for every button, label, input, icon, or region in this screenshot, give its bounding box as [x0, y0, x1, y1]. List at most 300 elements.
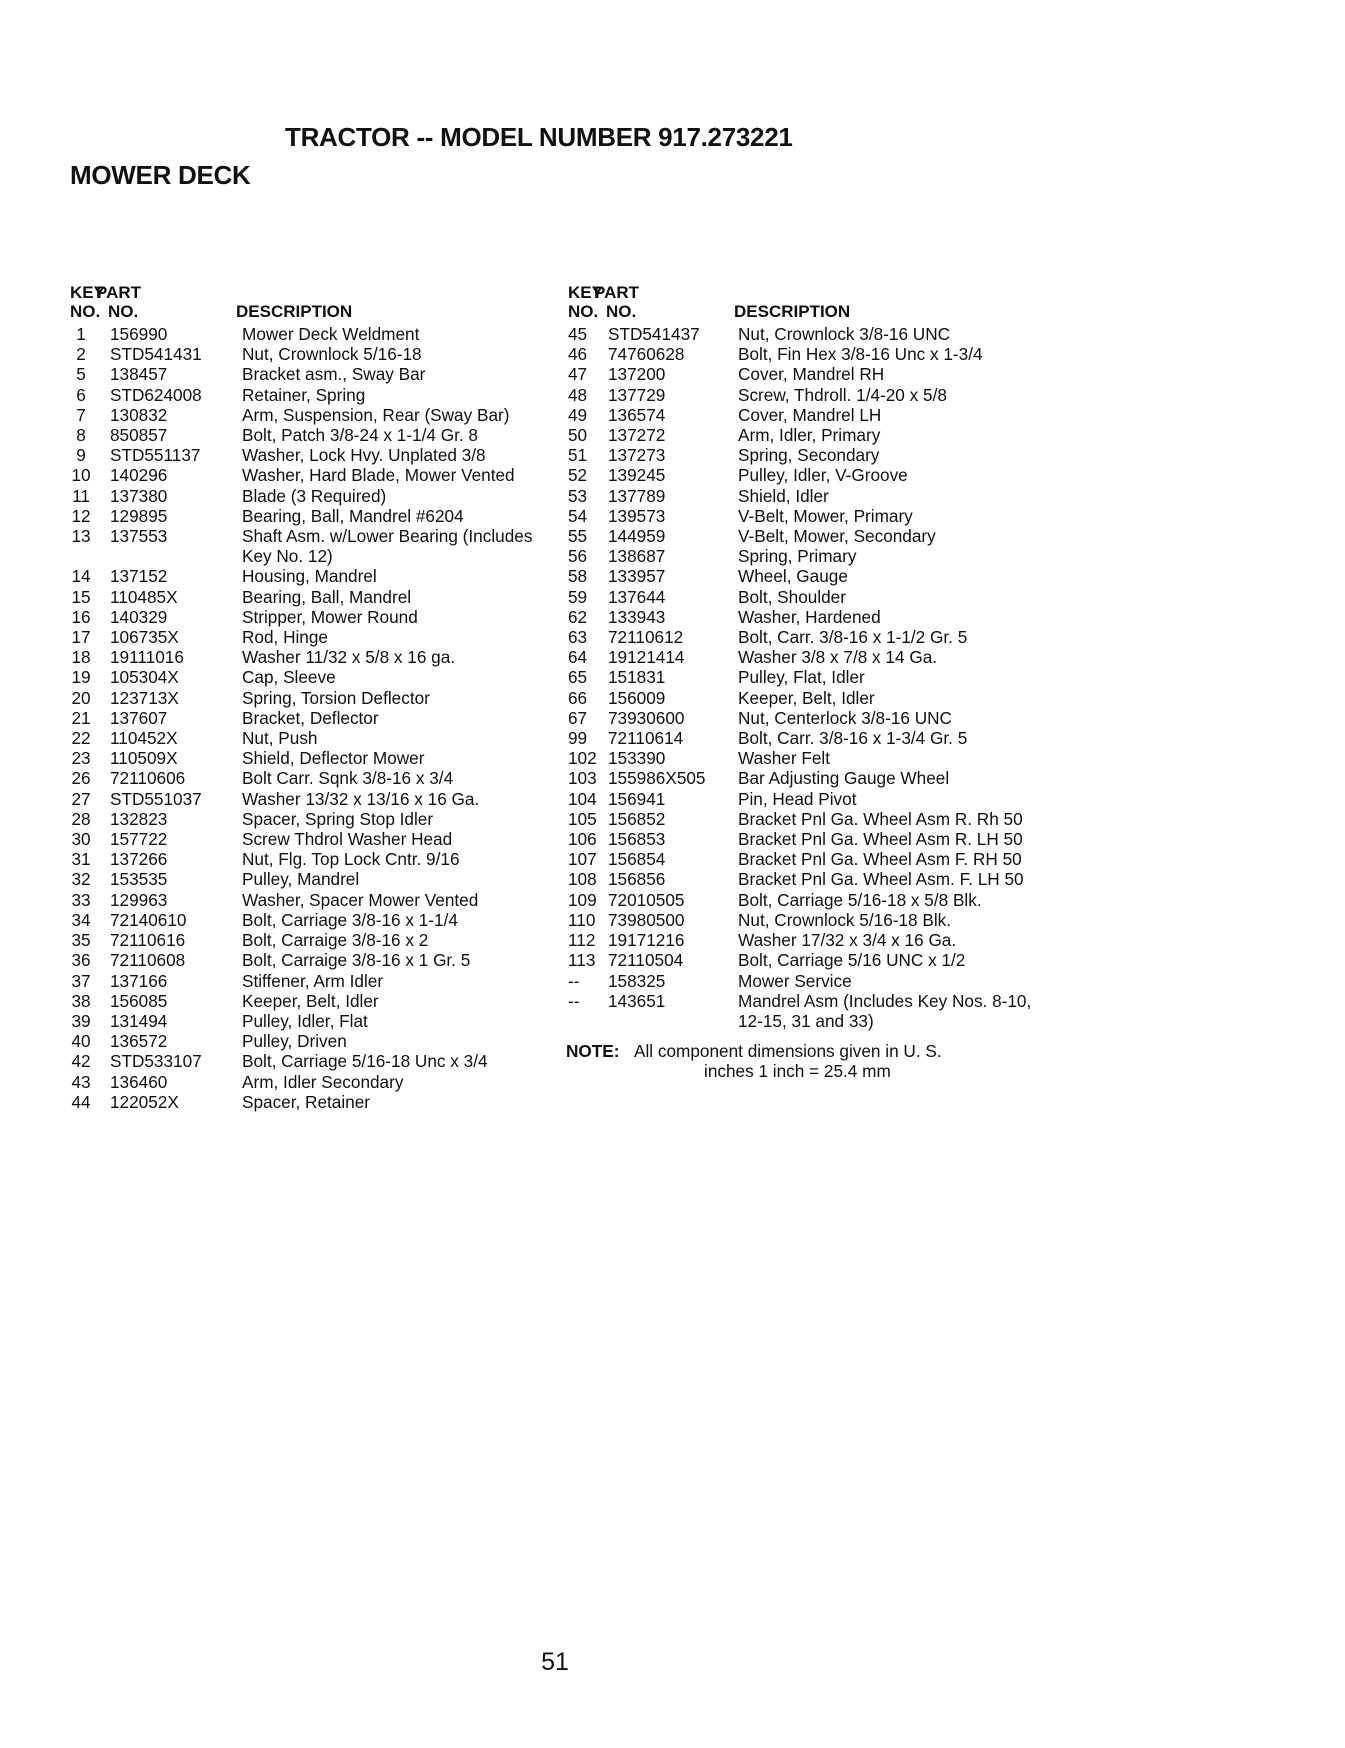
key-number: 102 [568, 748, 597, 769]
part-description: Pulley, Driven [242, 1031, 347, 1052]
part-description: Bracket, Deflector [242, 707, 379, 728]
part-description: Bearing, Ball, Mandrel #6204 [242, 505, 464, 526]
part-number: 136572 [110, 1031, 168, 1052]
key-number: 50 [568, 425, 588, 446]
part-number: STD541437 [608, 324, 700, 344]
part-number: 122052X [110, 1091, 179, 1112]
key-number: 105 [568, 808, 597, 829]
table-row [68, 324, 538, 344]
part-number: 144959 [608, 526, 666, 547]
part-number: 157722 [110, 829, 168, 850]
table-row [566, 708, 1036, 728]
key-number: 30 [71, 829, 91, 850]
part-number: 139245 [608, 465, 666, 486]
part-description: V-Belt, Mower, Primary [738, 505, 913, 526]
part-number: 140296 [110, 465, 168, 486]
key-number: -- [568, 990, 580, 1011]
note [566, 1041, 1036, 1081]
part-number: 156852 [608, 808, 666, 829]
part-number: 132823 [110, 808, 168, 829]
table-row [68, 728, 538, 748]
part-description: Bearing, Ball, Mandrel [242, 586, 412, 607]
part-description: Washer, Spacer Mower Vented [242, 889, 479, 910]
part-number: 133957 [608, 566, 666, 587]
part-number: 72110606 [110, 768, 186, 789]
key-number: 40 [71, 1031, 91, 1052]
part-description: Spacer, Retainer [242, 1091, 371, 1112]
part-number: 110485X [110, 586, 178, 607]
key-number: 10 [71, 465, 91, 486]
part-number: STD624008 [110, 384, 202, 405]
part-number: 137729 [608, 384, 666, 405]
table-row [566, 486, 1036, 506]
part-number: 73930600 [608, 707, 685, 728]
part-number: 19121414 [608, 647, 685, 668]
part-description: Bolt, Carriage 5/16-18 x 5/8 Blk. [738, 889, 982, 910]
key-number: 20 [71, 687, 91, 708]
part-description: Washer Felt [738, 748, 831, 769]
part-number: 156009 [608, 687, 666, 708]
part-number: STD541431 [110, 344, 202, 365]
part-description: Bracket Pnl Ga. Wheel Asm F. RH 50 [738, 849, 1022, 870]
header-key: KEY [568, 283, 603, 302]
key-number: 14 [71, 566, 91, 587]
part-description: Shield, Deflector Mower [242, 748, 425, 769]
part-number: 156941 [608, 788, 666, 809]
part-number: 72110612 [608, 627, 684, 648]
part-number: 138457 [110, 364, 168, 385]
key-number: 17 [71, 627, 91, 648]
table-row [566, 324, 1036, 344]
key-number: 8 [76, 425, 86, 446]
part-number: STD533107 [110, 1051, 202, 1072]
parts-rows-right [566, 324, 1036, 1031]
key-number: 27 [71, 788, 91, 809]
key-number: 112 [568, 930, 596, 951]
key-number: 113 [568, 950, 596, 971]
part-description: Bracket Pnl Ga. Wheel Asm R. LH 50 [738, 829, 1023, 850]
table-row [68, 768, 538, 788]
section-heading: MOWER DECK [70, 160, 251, 190]
key-number: 9 [76, 445, 86, 466]
part-description: Blade (3 Required) [242, 485, 387, 506]
table-row [566, 344, 1036, 364]
table-row [68, 950, 538, 970]
part-number: 151831 [608, 667, 666, 688]
key-number: 58 [568, 566, 588, 587]
key-number: -- [568, 970, 580, 991]
table-row [68, 385, 538, 405]
table-row [68, 829, 538, 849]
part-number: 131494 [110, 1010, 168, 1031]
part-description: Nut, Push [242, 728, 318, 749]
part-number: 156854 [608, 849, 666, 870]
table-row [68, 1072, 538, 1092]
part-number: 153390 [608, 748, 666, 769]
part-number: 143651 [608, 990, 666, 1011]
header-key-no: NO. [70, 302, 101, 321]
table-row [566, 526, 1036, 546]
table-row [566, 849, 1036, 869]
part-number: 72110616 [110, 930, 186, 951]
key-number: 22 [71, 728, 91, 749]
key-number: 56 [568, 546, 588, 567]
header-description: DESCRIPTION [734, 302, 851, 321]
table-row [68, 1031, 538, 1051]
table-row [68, 607, 538, 627]
part-number: 137789 [608, 485, 666, 506]
part-description: Housing, Mandrel [242, 566, 377, 587]
key-number: 11 [72, 485, 90, 506]
part-description: Washer, Hard Blade, Mower Vented [242, 465, 515, 486]
header-part: PART [594, 283, 640, 302]
part-description: Arm, Idler, Primary [738, 425, 881, 446]
part-number: 72110614 [608, 728, 684, 749]
part-number: 74760628 [608, 344, 685, 365]
part-number: 19111016 [110, 647, 184, 668]
key-number: 7 [76, 404, 86, 425]
table-row [68, 647, 538, 667]
table-row [68, 890, 538, 910]
page-number: 51 [541, 1648, 569, 1676]
part-description: Bar Adjusting Gauge Wheel [738, 768, 950, 789]
parts-rows-left [68, 324, 538, 1112]
key-number: 66 [568, 687, 588, 708]
table-row [566, 405, 1036, 425]
part-description: Cover, Mandrel RH [738, 364, 885, 385]
table-row [566, 890, 1036, 910]
table-row [68, 708, 538, 728]
key-number: 42 [71, 1051, 91, 1072]
key-number: 1 [76, 324, 86, 344]
part-description: Stiffener, Arm Idler [242, 970, 384, 991]
table-row [68, 364, 538, 384]
table-row [566, 991, 1036, 1031]
table-row [566, 950, 1036, 970]
table-row [68, 667, 538, 687]
table-row [68, 869, 538, 889]
part-number: 137273 [608, 445, 666, 466]
part-number: 139573 [608, 505, 666, 526]
part-description: Stripper, Mower Round [242, 606, 418, 627]
part-description: Bolt, Carriage 3/8-16 x 1-1/4 [242, 909, 458, 930]
key-number: 63 [568, 627, 588, 648]
table-row [68, 344, 538, 364]
key-number: 67 [568, 707, 588, 728]
part-description: Screw Thdrol Washer Head [242, 829, 453, 850]
part-number: 133943 [608, 606, 666, 627]
part-description: Spacer, Spring Stop Idler [242, 808, 434, 829]
key-number: 54 [568, 505, 588, 526]
part-number: 130832 [110, 404, 168, 425]
part-number: 110509X [110, 748, 178, 769]
table-row [68, 587, 538, 607]
part-number: 153535 [110, 869, 168, 890]
part-description: Rod, Hinge [242, 627, 328, 648]
key-number: 53 [568, 485, 588, 506]
part-description: Bracket Pnl Ga. Wheel Asm R. Rh 50 [738, 808, 1023, 829]
table-row [566, 930, 1036, 950]
key-number: 19 [71, 667, 91, 688]
table-row [566, 465, 1036, 485]
table-row [68, 1051, 538, 1071]
header-part-no: NO. [606, 302, 637, 321]
part-description: Arm, Suspension, Rear (Sway Bar) [242, 404, 510, 425]
part-number: 140329 [110, 606, 168, 627]
key-number: 31 [71, 849, 91, 870]
table-row [566, 506, 1036, 526]
part-description: Bolt, Shoulder [738, 586, 846, 607]
part-description: Pulley, Mandrel [242, 869, 360, 890]
table-row [68, 405, 538, 425]
part-description: Pulley, Idler, Flat [242, 1010, 368, 1031]
table-row [566, 385, 1036, 405]
note-text [634, 1041, 1014, 1081]
note-line-2: inches 1 inch = 25.4 mm [704, 1061, 891, 1082]
part-description: Screw, Thdroll. 1/4-20 x 5/8 [738, 384, 947, 405]
key-number: 59 [568, 586, 588, 607]
key-number: 107 [568, 849, 597, 870]
key-number: 35 [71, 930, 91, 951]
part-description: Keeper, Belt, Idler [738, 687, 875, 708]
table-row [566, 728, 1036, 748]
table-row [566, 425, 1036, 445]
part-number: 137380 [110, 485, 168, 506]
key-number: 104 [568, 788, 597, 809]
part-number: 137166 [110, 970, 168, 991]
parts-list-right [566, 278, 1036, 1082]
part-number: 137152 [110, 566, 168, 587]
key-number: 43 [71, 1071, 91, 1092]
part-description: Mower Service [738, 970, 852, 991]
table-row [68, 465, 538, 485]
key-number: 34 [71, 909, 91, 930]
key-number: 39 [71, 1010, 91, 1031]
part-number: 156856 [608, 869, 666, 890]
table-row [566, 789, 1036, 809]
part-number: 105304X [110, 667, 179, 688]
table-row [68, 425, 538, 445]
part-number: 137200 [608, 364, 666, 385]
table-row [566, 445, 1036, 465]
key-number: 55 [568, 526, 588, 547]
key-number: 108 [568, 869, 597, 890]
part-number: 129895 [110, 505, 168, 526]
part-number: 110452X [110, 728, 178, 749]
part-number: 72010505 [608, 889, 685, 910]
table-row [68, 526, 538, 566]
header-part: PART [96, 283, 142, 302]
table-row [68, 445, 538, 465]
table-row [566, 971, 1036, 991]
key-number: 36 [71, 950, 91, 971]
table-row [566, 566, 1036, 586]
part-description: Pulley, Idler, V-Groove [738, 465, 908, 486]
table-row [68, 627, 538, 647]
table-row [566, 829, 1036, 849]
part-number: 156853 [608, 829, 666, 850]
note-line-1: All component dimensions given in U. S. [634, 1041, 942, 1062]
table-row [566, 627, 1036, 647]
part-description: Bolt, Carriage 5/16 UNC x 1/2 [738, 950, 966, 971]
key-number: 109 [568, 889, 597, 910]
key-number: 52 [568, 465, 588, 486]
part-description: Shaft Asm. w/Lower Bearing (Includes Key No. 12) [242, 526, 533, 567]
part-description: Bolt, Fin Hex 3/8-16 Unc x 1-3/4 [738, 344, 983, 365]
key-number: 51 [568, 445, 588, 466]
part-description: Cover, Mandrel LH [738, 404, 882, 425]
part-number: STD551137 [110, 445, 201, 466]
part-description: Pulley, Flat, Idler [738, 667, 865, 688]
part-number: STD551037 [110, 788, 202, 809]
key-number: 46 [568, 344, 588, 365]
part-number: 137607 [110, 707, 168, 728]
key-number: 48 [568, 384, 588, 405]
table-row [68, 991, 538, 1011]
part-description: Washer, Lock Hvy. Unplated 3/8 [242, 445, 486, 466]
part-number: 106735X [110, 627, 179, 648]
key-number: 33 [71, 889, 91, 910]
table-row [68, 486, 538, 506]
table-row [68, 930, 538, 950]
key-number: 110 [568, 909, 596, 930]
table-row [566, 647, 1036, 667]
key-number: 12 [71, 505, 91, 526]
part-description: Washer 11/32 x 5/8 x 16 ga. [242, 647, 456, 668]
part-number: 155986X505 [608, 768, 706, 789]
key-number: 37 [71, 970, 91, 991]
key-number: 44 [71, 1091, 91, 1112]
part-description: Mower Deck Weldment [242, 324, 420, 344]
key-number: 15 [71, 586, 91, 607]
part-number: 850857 [110, 425, 168, 446]
part-number: 136460 [110, 1071, 168, 1092]
part-description: Bolt, Carraige 3/8-16 x 2 [242, 930, 429, 951]
header-description: DESCRIPTION [236, 302, 353, 321]
column-header [566, 278, 1036, 324]
part-number: 129963 [110, 889, 168, 910]
part-description: Spring, Torsion Deflector [242, 687, 430, 708]
part-number: 158325 [608, 970, 666, 991]
key-number: 45 [568, 324, 588, 344]
table-row [68, 506, 538, 526]
part-description: Pin, Head Pivot [738, 788, 857, 809]
part-description: Bolt, Carr. 3/8-16 x 1-1/2 Gr. 5 [738, 627, 968, 648]
key-number: 18 [71, 647, 91, 668]
part-description: Washer, Hardened [738, 606, 881, 627]
part-number: 19171216 [608, 930, 685, 951]
table-row [566, 546, 1036, 566]
table-row [68, 1011, 538, 1031]
part-number: 72140610 [110, 909, 187, 930]
part-description: Arm, Idler Secondary [242, 1071, 404, 1092]
key-number: 47 [568, 364, 588, 385]
table-row [566, 809, 1036, 829]
note-label: NOTE: [566, 1041, 620, 1062]
key-number: 106 [568, 829, 597, 850]
key-number: 5 [76, 364, 86, 385]
part-description: Bolt, Carr. 3/8-16 x 1-3/4 Gr. 5 [738, 728, 968, 749]
key-number: 26 [71, 768, 91, 789]
table-row [68, 566, 538, 586]
part-description: Bracket Pnl Ga. Wheel Asm. F. LH 50 [738, 869, 1024, 890]
header-key: KEY [70, 283, 105, 302]
part-description: V-Belt, Mower, Secondary [738, 526, 936, 547]
column-header [68, 278, 538, 324]
table-row [68, 688, 538, 708]
table-row [68, 809, 538, 829]
part-number: 138687 [608, 546, 666, 567]
part-description: Wheel, Gauge [738, 566, 848, 587]
part-number: 137272 [608, 425, 666, 446]
part-description: Shield, Idler [738, 485, 829, 506]
part-number: 137644 [608, 586, 666, 607]
table-row [566, 768, 1036, 788]
part-description: Washer 3/8 x 7/8 x 14 Ga. [738, 647, 938, 668]
table-row [68, 789, 538, 809]
table-row [566, 364, 1036, 384]
header-part-no: NO. [108, 302, 139, 321]
page-title: TRACTOR -- MODEL NUMBER 917.273221 [285, 122, 793, 152]
table-row [566, 607, 1036, 627]
key-number: 28 [71, 808, 91, 829]
key-number: 64 [568, 647, 588, 668]
table-row [68, 1092, 538, 1112]
part-number: 136574 [608, 404, 666, 425]
part-number: 72110608 [110, 950, 186, 971]
part-number: 137266 [110, 849, 168, 870]
part-description: Nut, Centerlock 3/8-16 UNC [738, 707, 952, 728]
table-row [68, 849, 538, 869]
key-number: 13 [71, 526, 91, 547]
part-description: Retainer, Spring [242, 384, 366, 405]
part-description: Bolt Carr. Sqnk 3/8-16 x 3/4 [242, 768, 454, 789]
part-description: Bracket asm., Sway Bar [242, 364, 426, 385]
key-number: 99 [568, 728, 588, 749]
key-number: 21 [71, 707, 91, 728]
table-row [566, 910, 1036, 930]
part-description: Nut, Crownlock 3/8-16 UNC [738, 324, 951, 344]
part-description: Washer 13/32 x 13/16 x 16 Ga. [242, 788, 480, 809]
header-key-no: NO. [568, 302, 599, 321]
key-number: 6 [76, 384, 86, 405]
part-number: 123713X [110, 687, 179, 708]
table-row [566, 667, 1036, 687]
table-row [566, 748, 1036, 768]
key-number: 2 [76, 344, 86, 365]
key-number: 23 [71, 748, 91, 769]
key-number: 65 [568, 667, 588, 688]
part-description: Nut, Crownlock 5/16-18 Blk. [738, 909, 952, 930]
part-number: 156990 [110, 324, 168, 344]
part-description: Keeper, Belt, Idler [242, 990, 379, 1011]
part-description: Nut, Flg. Top Lock Cntr. 9/16 [242, 849, 460, 870]
part-description: Nut, Crownlock 5/16-18 [242, 344, 422, 365]
part-number: 137553 [110, 526, 168, 547]
part-description: Mandrel Asm (Includes Key Nos. 8-10, 12-15, 31 and 33) [738, 990, 1032, 1031]
key-number: 32 [71, 869, 91, 890]
part-description: Washer 17/32 x 3/4 x 16 Ga. [738, 930, 957, 951]
parts-list-left [68, 278, 538, 1112]
part-number: 72110504 [608, 950, 684, 971]
table-row [68, 971, 538, 991]
part-description: Spring, Secondary [738, 445, 880, 466]
part-description: Bolt, Patch 3/8-24 x 1-1/4 Gr. 8 [242, 425, 478, 446]
table-row [566, 587, 1036, 607]
table-row [566, 688, 1036, 708]
key-number: 62 [568, 606, 588, 627]
part-description: Bolt, Carriage 5/16-18 Unc x 3/4 [242, 1051, 488, 1072]
